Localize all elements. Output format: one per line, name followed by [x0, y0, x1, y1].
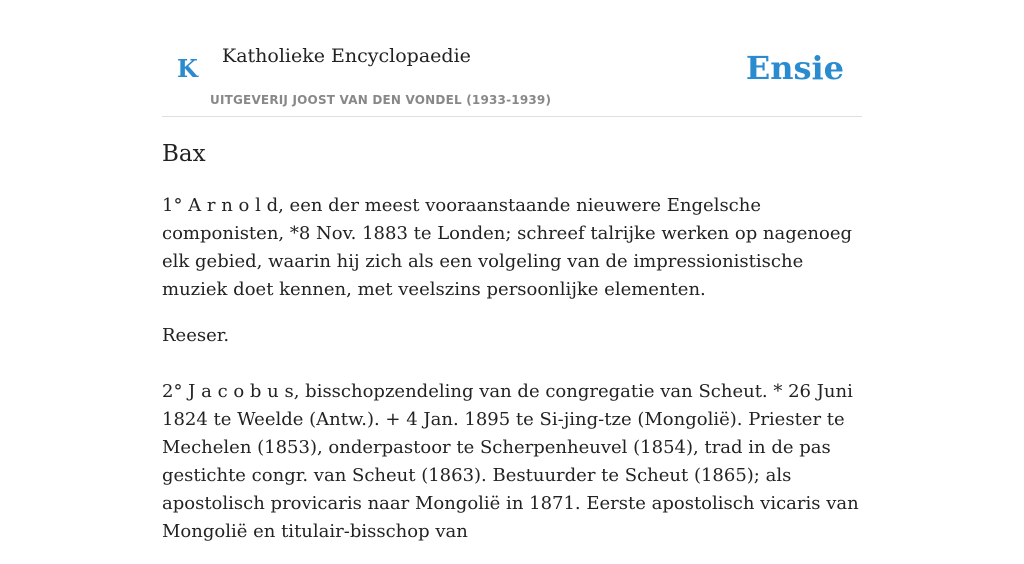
article-author: Reeser. — [162, 325, 230, 346]
source-logo[interactable]: K — [177, 54, 198, 83]
article-headword: Bax — [162, 141, 206, 167]
site-header — [162, 0, 862, 117]
article-paragraph: 2° J a c o b u s, bisschopzendeling van de congregatie van Scheut. * 26 Juni 1824 te Weelde (Antw.). + 4 Jan. 1895 te Si-jing-tze (Mongolië). Priester te Mechelen (1853), onderpastoor te Scherpenheuvel (1854), trad in de pas gestichte congr. van Scheut (1863). Bestuurder te Scheut (1865); als apostolisch provicaris naar Mongolië in 1871. Eerste apostolisch vicaris van Mongolië en titulair-bisschop van — [162, 381, 859, 542]
source-title[interactable]: Katholieke Encyclopaedie — [222, 45, 471, 67]
article-paragraph: 1° A r n o l d, een der meest vooraanstaande nieuwere Engelsche componisten, *8 Nov. 1883 te Londen; schreef talrijke werken op nagenoeg elk gebied, waarin hij zich als een volgeling van de impressionistische muziek doet kennen, met veelszins persoonlijke elementen. — [162, 195, 853, 300]
source-subtitle: UITGEVERIJ JOOST VAN DEN VONDEL (1933-1939) — [210, 93, 552, 107]
ensie-logo[interactable]: Ensie — [745, 49, 844, 87]
article — [162, 138, 862, 564]
